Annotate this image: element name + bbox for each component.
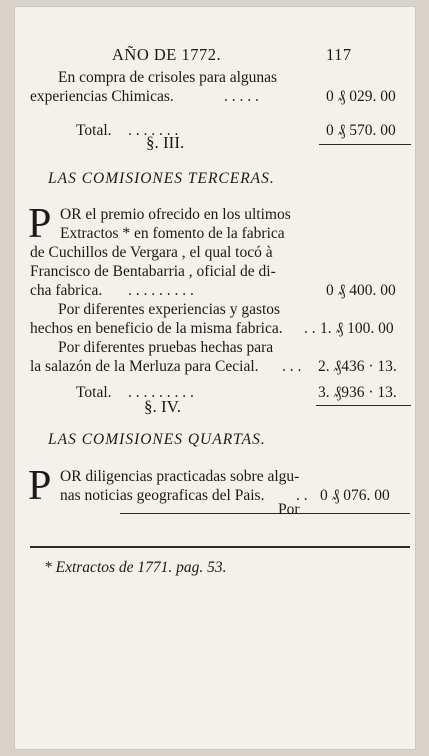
amount: 0 ₰ 029. 00	[326, 88, 396, 105]
running-head-year: AÑO DE 1772.	[112, 45, 222, 64]
footnote-rule	[30, 546, 410, 548]
total-rule	[316, 405, 411, 406]
entry-line: de Cuchillos de Vergara , el qual tocó à	[30, 244, 273, 261]
page-number: 117	[326, 45, 352, 64]
catchword: Por	[278, 501, 300, 518]
entry-line: Por diferentes experiencias y gastos	[58, 301, 281, 318]
entry-line: OR diligencias practicadas sobre algu-	[60, 468, 300, 485]
total-rule	[319, 144, 411, 145]
total-label: Total.	[76, 122, 112, 139]
total-amount: 3. ₰936 · 13.	[318, 384, 397, 401]
entry-line: Francisco de Bentabarria , oficial de di-	[30, 263, 276, 280]
entry-line: hechos en beneficio de la misma fabrica.	[30, 320, 283, 337]
leader-dots: . . . . . . .	[128, 122, 179, 139]
leader-dots: . .	[304, 320, 316, 337]
leader-dots: . . . . . . . . .	[128, 282, 194, 299]
entry-line: cha fabrica.	[30, 282, 103, 299]
book-page	[14, 6, 416, 750]
section-number: §. III.	[146, 133, 185, 152]
total-label: Total.	[76, 384, 112, 401]
entry-line: experiencias Chimicas.	[30, 88, 174, 105]
entry-line: Extractos * en fomento de la fabrica	[60, 225, 285, 242]
amount: 0 ₰ 400. 00	[326, 282, 396, 299]
footnote: * Extractos de 1771. pag. 53.	[44, 559, 227, 576]
drop-cap: P	[28, 463, 52, 509]
section-heading: LAS COMISIONES QUARTAS.	[48, 431, 266, 448]
amount: 2. ₰436 · 13.	[318, 358, 397, 375]
closing-rule	[120, 513, 410, 514]
entry-line: la salazón de la Merluza para Cecial.	[30, 358, 259, 375]
entry-line: Por diferentes pruebas hechas para	[58, 339, 274, 356]
leader-dots: . . . . .	[224, 88, 259, 105]
entry-line: nas noticias geograficas del Pais.	[60, 487, 265, 504]
section-number: §. IV.	[144, 397, 181, 416]
total-amount: 0 ₰ 570. 00	[326, 122, 396, 139]
amount: 1. ₰ 100. 00	[320, 320, 394, 337]
leader-dots: . .	[296, 487, 308, 504]
entry-line: En compra de crisoles para algunas	[58, 69, 278, 86]
amount: 0 ₰ 076. 00	[320, 487, 390, 504]
leader-dots: . . .	[282, 358, 302, 375]
drop-cap: P	[28, 201, 52, 247]
section-heading: LAS COMISIONES TERCERAS.	[48, 170, 275, 187]
leader-dots: . . . . . . . . .	[128, 384, 194, 401]
entry-line: OR el premio ofrecido en los ultimos	[60, 206, 291, 223]
